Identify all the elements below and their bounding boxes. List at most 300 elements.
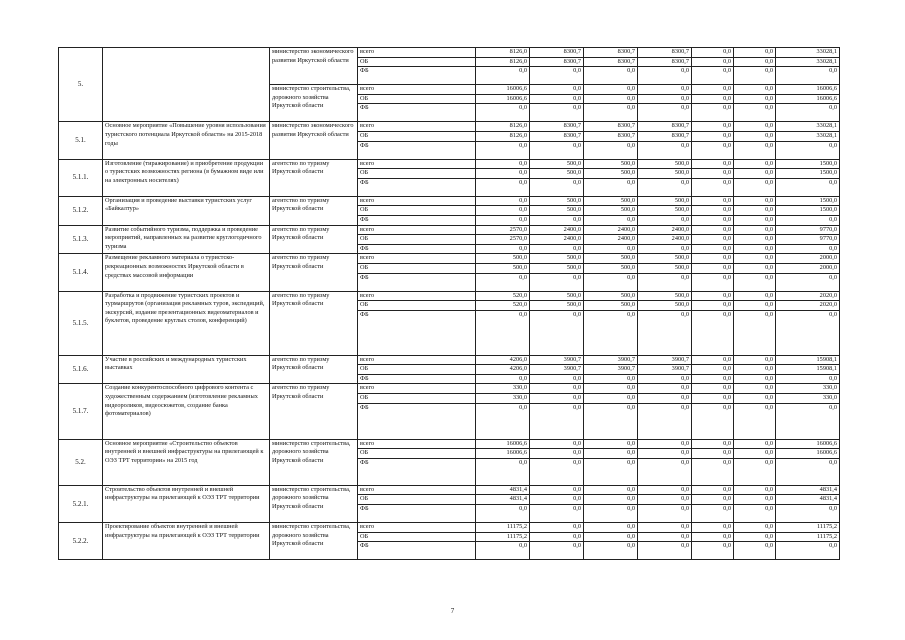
amount-cell: 0,0 xyxy=(584,310,638,355)
responsible-executor: агентство по туризму Иркутской области xyxy=(270,196,358,225)
row-index: 5.2. xyxy=(59,439,103,485)
amount-cell: 1500,0 xyxy=(776,206,840,216)
amount-cell: 0,0 xyxy=(530,215,584,225)
measure-name: Создание конкурентоспособного цифрового контента с художественным содержанием (изготовление рекламных видеороликов, видеосюжетов, создание банка фотоматериалов) xyxy=(103,384,270,439)
amount-cell: 2000,0 xyxy=(776,254,840,264)
amount-cell: 0,0 xyxy=(584,384,638,394)
table-row xyxy=(59,122,840,132)
amount-cell: 15908,1 xyxy=(776,355,840,365)
amount-cell: 500,0 xyxy=(638,196,692,206)
amount-cell: 0,0 xyxy=(638,542,692,560)
funding-source: ФБ xyxy=(358,215,476,225)
amount-cell: 500,0 xyxy=(530,254,584,264)
amount-cell: 0,0 xyxy=(638,439,692,449)
funding-source: ФБ xyxy=(358,505,476,523)
responsible-executor: агентство по туризму Иркутской области xyxy=(270,355,358,384)
amount-cell: 0,0 xyxy=(692,235,734,245)
amount-cell: 2020,0 xyxy=(776,291,840,301)
row-index: 5.2.2. xyxy=(59,523,103,560)
amount-cell: 0,0 xyxy=(638,273,692,291)
amount-cell: 0,0 xyxy=(530,394,584,404)
amount-cell: 8300,7 xyxy=(584,57,638,67)
budget-table xyxy=(58,47,840,560)
funding-source: ОБ xyxy=(358,235,476,245)
amount-cell: 0,0 xyxy=(638,458,692,485)
amount-cell: 0,0 xyxy=(692,141,734,159)
responsible-executor: министерство строительства, дорожного хозяйства Иркутской области xyxy=(270,439,358,485)
amount-cell: 500,0 xyxy=(638,169,692,179)
amount-cell: 0,0 xyxy=(476,206,530,216)
amount-cell: 3900,7 xyxy=(530,355,584,365)
amount-cell: 0,0 xyxy=(692,206,734,216)
amount-cell: 0,0 xyxy=(734,301,776,311)
amount-cell: 0,0 xyxy=(692,178,734,196)
amount-cell: 0,0 xyxy=(692,104,734,122)
amount-cell: 2400,0 xyxy=(530,235,584,245)
amount-cell: 0,0 xyxy=(734,542,776,560)
row-index: 5.1.6. xyxy=(59,355,103,384)
funding-source: всего xyxy=(358,384,476,394)
amount-cell: 9770,0 xyxy=(776,235,840,245)
row-index: 5.1.1. xyxy=(59,159,103,196)
amount-cell: 0,0 xyxy=(692,225,734,235)
amount-cell: 0,0 xyxy=(734,122,776,132)
amount-cell: 0,0 xyxy=(476,505,530,523)
amount-cell: 500,0 xyxy=(530,301,584,311)
amount-cell: 0,0 xyxy=(530,495,584,505)
amount-cell: 0,0 xyxy=(530,449,584,459)
amount-cell: 520,0 xyxy=(476,301,530,311)
amount-cell: 0,0 xyxy=(776,310,840,355)
funding-source: всего xyxy=(358,122,476,132)
amount-cell: 0,0 xyxy=(692,215,734,225)
amount-cell: 0,0 xyxy=(776,244,840,254)
amount-cell: 0,0 xyxy=(734,141,776,159)
amount-cell: 0,0 xyxy=(692,48,734,58)
funding-source: всего xyxy=(358,254,476,264)
amount-cell: 2020,0 xyxy=(776,301,840,311)
amount-cell: 0,0 xyxy=(692,254,734,264)
table-row xyxy=(59,48,840,58)
amount-cell: 8300,7 xyxy=(584,131,638,141)
amount-cell: 4831,4 xyxy=(776,485,840,495)
funding-source: ФБ xyxy=(358,458,476,485)
amount-cell: 0,0 xyxy=(734,67,776,85)
funding-source: ОБ xyxy=(358,169,476,179)
amount-cell: 0,0 xyxy=(692,244,734,254)
amount-cell: 0,0 xyxy=(530,403,584,439)
funding-source: ОБ xyxy=(358,394,476,404)
amount-cell: 33028,1 xyxy=(776,122,840,132)
amount-cell: 8300,7 xyxy=(638,57,692,67)
amount-cell: 3900,7 xyxy=(530,365,584,375)
amount-cell: 1500,0 xyxy=(776,159,840,169)
amount-cell: 0,0 xyxy=(734,48,776,58)
amount-cell: 0,0 xyxy=(530,485,584,495)
measure-name: Размещение рекламного материала о туристско-рекреационных возможностях Иркутской области в средствах массовой информации xyxy=(103,254,270,291)
amount-cell: 0,0 xyxy=(584,403,638,439)
amount-cell: 330,0 xyxy=(776,384,840,394)
amount-cell: 0,0 xyxy=(692,263,734,273)
amount-cell: 11175,2 xyxy=(476,523,530,533)
amount-cell: 0,0 xyxy=(734,310,776,355)
amount-cell: 0,0 xyxy=(692,374,734,384)
amount-cell: 500,0 xyxy=(530,159,584,169)
funding-source: ФБ xyxy=(358,542,476,560)
amount-cell: 0,0 xyxy=(692,532,734,542)
amount-cell: 0,0 xyxy=(584,458,638,485)
amount-cell: 0,0 xyxy=(530,141,584,159)
table-row xyxy=(59,225,840,235)
amount-cell: 500,0 xyxy=(530,206,584,216)
amount-cell: 0,0 xyxy=(734,523,776,533)
funding-source: ФБ xyxy=(358,273,476,291)
table-row xyxy=(59,523,840,533)
amount-cell: 0,0 xyxy=(692,505,734,523)
amount-cell: 0,0 xyxy=(638,85,692,95)
amount-cell: 500,0 xyxy=(584,291,638,301)
amount-cell: 16006,6 xyxy=(776,85,840,95)
amount-cell: 0,0 xyxy=(734,235,776,245)
amount-cell: 8300,7 xyxy=(638,48,692,58)
amount-cell: 0,0 xyxy=(734,131,776,141)
amount-cell: 2400,0 xyxy=(530,225,584,235)
amount-cell: 0,0 xyxy=(584,505,638,523)
amount-cell: 0,0 xyxy=(692,67,734,85)
amount-cell: 0,0 xyxy=(530,523,584,533)
amount-cell: 8300,7 xyxy=(584,48,638,58)
responsible-executor: агентство по туризму Иркутской области xyxy=(270,159,358,196)
amount-cell: 4831,4 xyxy=(476,495,530,505)
amount-cell: 0,0 xyxy=(530,458,584,485)
row-index: 5. xyxy=(59,48,103,122)
amount-cell: 0,0 xyxy=(476,215,530,225)
amount-cell: 0,0 xyxy=(692,439,734,449)
amount-cell: 0,0 xyxy=(476,458,530,485)
funding-source: всего xyxy=(358,291,476,301)
amount-cell: 0,0 xyxy=(776,505,840,523)
amount-cell: 2570,0 xyxy=(476,225,530,235)
amount-cell: 0,0 xyxy=(584,141,638,159)
funding-source: ФБ xyxy=(358,374,476,384)
amount-cell: 0,0 xyxy=(734,449,776,459)
funding-source: всего xyxy=(358,355,476,365)
amount-cell: 3900,7 xyxy=(638,365,692,375)
amount-cell: 0,0 xyxy=(692,301,734,311)
amount-cell: 0,0 xyxy=(530,310,584,355)
amount-cell: 0,0 xyxy=(638,374,692,384)
measure-name: Проектирование объектов внутренней и внешней инфраструктуры на прилегающей к ОЭЗ ТРТ территории xyxy=(103,523,270,560)
amount-cell: 16006,6 xyxy=(776,94,840,104)
amount-cell: 0,0 xyxy=(692,485,734,495)
amount-cell: 11175,2 xyxy=(776,532,840,542)
funding-source: всего xyxy=(358,85,476,95)
amount-cell: 500,0 xyxy=(638,291,692,301)
page-number: 7 xyxy=(450,607,455,615)
funding-source: ФБ xyxy=(358,403,476,439)
amount-cell: 4831,4 xyxy=(776,495,840,505)
funding-source: ОБ xyxy=(358,495,476,505)
amount-cell: 2400,0 xyxy=(638,235,692,245)
amount-cell: 2400,0 xyxy=(638,225,692,235)
amount-cell: 0,0 xyxy=(530,178,584,196)
amount-cell: 0,0 xyxy=(530,384,584,394)
responsible-executor: агентство по туризму Иркутской области xyxy=(270,384,358,439)
amount-cell: 0,0 xyxy=(476,310,530,355)
funding-source: ОБ xyxy=(358,449,476,459)
amount-cell: 16006,6 xyxy=(476,449,530,459)
amount-cell: 8126,0 xyxy=(476,57,530,67)
budget-table-body xyxy=(59,48,840,560)
amount-cell: 9770,0 xyxy=(776,225,840,235)
amount-cell: 8300,7 xyxy=(530,122,584,132)
amount-cell: 0,0 xyxy=(734,169,776,179)
amount-cell: 0,0 xyxy=(734,374,776,384)
amount-cell: 0,0 xyxy=(638,94,692,104)
amount-cell: 0,0 xyxy=(530,94,584,104)
row-index: 5.1.4. xyxy=(59,254,103,291)
amount-cell: 0,0 xyxy=(584,495,638,505)
funding-source: ФБ xyxy=(358,178,476,196)
row-index: 5.1.3. xyxy=(59,225,103,254)
measure-name: Разработка и продвижение туристских проектов и турмаршрутов (организация рекламных туров, экспедиций, экскурсий, издание презентационных видеоматериалов и буклетов, проведение круглых столов, конференций) xyxy=(103,291,270,355)
amount-cell: 0,0 xyxy=(692,542,734,560)
amount-cell: 16006,6 xyxy=(776,449,840,459)
amount-cell: 500,0 xyxy=(638,159,692,169)
amount-cell: 0,0 xyxy=(734,495,776,505)
amount-cell: 0,0 xyxy=(584,215,638,225)
amount-cell: 0,0 xyxy=(530,374,584,384)
amount-cell: 0,0 xyxy=(584,178,638,196)
amount-cell: 0,0 xyxy=(734,225,776,235)
amount-cell: 0,0 xyxy=(584,449,638,459)
amount-cell: 0,0 xyxy=(530,439,584,449)
amount-cell: 3900,7 xyxy=(584,365,638,375)
amount-cell: 4831,4 xyxy=(476,485,530,495)
amount-cell: 8300,7 xyxy=(584,122,638,132)
table-row xyxy=(59,384,840,394)
amount-cell: 0,0 xyxy=(776,403,840,439)
table-row xyxy=(59,439,840,449)
amount-cell: 500,0 xyxy=(530,169,584,179)
amount-cell: 500,0 xyxy=(638,254,692,264)
document-sheet xyxy=(58,47,839,560)
amount-cell: 0,0 xyxy=(776,215,840,225)
amount-cell: 0,0 xyxy=(734,384,776,394)
amount-cell: 0,0 xyxy=(734,365,776,375)
amount-cell: 3900,7 xyxy=(638,355,692,365)
amount-cell: 33028,1 xyxy=(776,57,840,67)
amount-cell: 0,0 xyxy=(530,505,584,523)
amount-cell: 0,0 xyxy=(530,532,584,542)
amount-cell: 8300,7 xyxy=(638,131,692,141)
amount-cell: 0,0 xyxy=(692,273,734,291)
amount-cell: 500,0 xyxy=(476,263,530,273)
amount-cell: 8300,7 xyxy=(530,57,584,67)
funding-source: ОБ xyxy=(358,206,476,216)
amount-cell: 0,0 xyxy=(638,384,692,394)
amount-cell: 0,0 xyxy=(476,169,530,179)
responsible-executor: министерство экономического развития Иркутской области xyxy=(270,48,358,85)
amount-cell: 2570,0 xyxy=(476,235,530,245)
funding-source: ОБ xyxy=(358,365,476,375)
funding-source: всего xyxy=(358,196,476,206)
amount-cell: 0,0 xyxy=(476,244,530,254)
amount-cell: 0,0 xyxy=(584,85,638,95)
table-row xyxy=(59,159,840,169)
amount-cell: 0,0 xyxy=(476,67,530,85)
amount-cell: 0,0 xyxy=(692,495,734,505)
funding-source: ФБ xyxy=(358,244,476,254)
amount-cell: 0,0 xyxy=(692,94,734,104)
amount-cell: 0,0 xyxy=(734,244,776,254)
amount-cell: 330,0 xyxy=(476,384,530,394)
measure-name: Изготовление (тиражирование) и приобретение продукции о туристских возможностях региона (в бумажном виде или на электронных носителях) xyxy=(103,159,270,196)
amount-cell: 0,0 xyxy=(734,273,776,291)
amount-cell: 0,0 xyxy=(776,458,840,485)
amount-cell: 0,0 xyxy=(638,394,692,404)
amount-cell: 0,0 xyxy=(692,403,734,439)
measure-name: Основное мероприятие «Строительство объектов внутренней и внешней инфраструктуры на прилегающей к ОЭЗ ТРТ территории» на 2015 год xyxy=(103,439,270,485)
amount-cell: 0,0 xyxy=(776,104,840,122)
amount-cell: 500,0 xyxy=(530,196,584,206)
amount-cell: 0,0 xyxy=(692,85,734,95)
amount-cell: 0,0 xyxy=(692,449,734,459)
amount-cell: 0,0 xyxy=(734,57,776,67)
row-index: 5.1.7. xyxy=(59,384,103,439)
amount-cell: 0,0 xyxy=(476,178,530,196)
amount-cell: 330,0 xyxy=(776,394,840,404)
amount-cell: 0,0 xyxy=(638,215,692,225)
amount-cell: 0,0 xyxy=(638,104,692,122)
funding-source: ФБ xyxy=(358,310,476,355)
amount-cell: 0,0 xyxy=(692,384,734,394)
amount-cell: 0,0 xyxy=(638,178,692,196)
amount-cell: 0,0 xyxy=(692,159,734,169)
amount-cell: 500,0 xyxy=(530,291,584,301)
amount-cell: 500,0 xyxy=(584,196,638,206)
amount-cell: 0,0 xyxy=(734,532,776,542)
amount-cell: 0,0 xyxy=(476,403,530,439)
amount-cell: 0,0 xyxy=(584,439,638,449)
amount-cell: 0,0 xyxy=(476,104,530,122)
funding-source: ОБ xyxy=(358,301,476,311)
amount-cell: 0,0 xyxy=(734,215,776,225)
amount-cell: 0,0 xyxy=(692,394,734,404)
funding-source: всего xyxy=(358,523,476,533)
funding-source: ФБ xyxy=(358,141,476,159)
amount-cell: 500,0 xyxy=(638,301,692,311)
amount-cell: 0,0 xyxy=(584,244,638,254)
amount-cell: 0,0 xyxy=(584,542,638,560)
funding-source: всего xyxy=(358,159,476,169)
amount-cell: 500,0 xyxy=(584,301,638,311)
amount-cell: 0,0 xyxy=(734,355,776,365)
responsible-executor: министерство строительства, дорожного хозяйства Иркутской области xyxy=(270,485,358,522)
responsible-executor: агентство по туризму Иркутской области xyxy=(270,225,358,254)
amount-cell: 0,0 xyxy=(734,196,776,206)
funding-source: ОБ xyxy=(358,94,476,104)
amount-cell: 0,0 xyxy=(584,67,638,85)
funding-source: ОБ xyxy=(358,263,476,273)
amount-cell: 0,0 xyxy=(584,485,638,495)
amount-cell: 0,0 xyxy=(734,439,776,449)
amount-cell: 2400,0 xyxy=(584,235,638,245)
amount-cell: 500,0 xyxy=(584,159,638,169)
responsible-executor: агентство по туризму Иркутской области xyxy=(270,254,358,291)
amount-cell: 0,0 xyxy=(638,532,692,542)
amount-cell: 0,0 xyxy=(734,104,776,122)
amount-cell: 0,0 xyxy=(734,206,776,216)
amount-cell: 0,0 xyxy=(476,141,530,159)
amount-cell: 0,0 xyxy=(638,505,692,523)
amount-cell: 0,0 xyxy=(476,159,530,169)
amount-cell: 11175,2 xyxy=(776,523,840,533)
funding-source: всего xyxy=(358,48,476,58)
amount-cell: 0,0 xyxy=(776,67,840,85)
amount-cell: 0,0 xyxy=(776,542,840,560)
responsible-executor: министерство экономического развития Иркутской области xyxy=(270,122,358,159)
amount-cell: 0,0 xyxy=(638,523,692,533)
amount-cell: 0,0 xyxy=(584,394,638,404)
amount-cell: 0,0 xyxy=(476,196,530,206)
amount-cell: 8126,0 xyxy=(476,122,530,132)
measure-name: Участие в российских и международных туристских выставках xyxy=(103,355,270,384)
amount-cell: 0,0 xyxy=(734,94,776,104)
amount-cell: 16006,6 xyxy=(476,85,530,95)
amount-cell: 0,0 xyxy=(692,131,734,141)
amount-cell: 0,0 xyxy=(692,355,734,365)
table-row xyxy=(59,355,840,365)
amount-cell: 0,0 xyxy=(530,67,584,85)
amount-cell: 500,0 xyxy=(530,263,584,273)
amount-cell: 0,0 xyxy=(776,178,840,196)
amount-cell: 0,0 xyxy=(638,310,692,355)
table-row xyxy=(59,291,840,301)
amount-cell: 0,0 xyxy=(692,57,734,67)
amount-cell: 0,0 xyxy=(638,67,692,85)
measure-name: Организация и проведение выставки туристских услуг «Байкалтур» xyxy=(103,196,270,225)
responsible-executor: агентство по туризму Иркутской области xyxy=(270,291,358,355)
funding-source: всего xyxy=(358,225,476,235)
amount-cell: 8126,0 xyxy=(476,131,530,141)
amount-cell: 2400,0 xyxy=(584,225,638,235)
amount-cell: 0,0 xyxy=(584,273,638,291)
funding-source: ОБ xyxy=(358,131,476,141)
amount-cell: 0,0 xyxy=(530,542,584,560)
funding-source: ОБ xyxy=(358,532,476,542)
amount-cell: 0,0 xyxy=(638,244,692,254)
amount-cell: 0,0 xyxy=(776,273,840,291)
funding-source: ОБ xyxy=(358,57,476,67)
amount-cell: 3900,7 xyxy=(584,355,638,365)
table-row xyxy=(59,196,840,206)
amount-cell: 11175,2 xyxy=(476,532,530,542)
amount-cell: 0,0 xyxy=(476,542,530,560)
amount-cell: 500,0 xyxy=(638,206,692,216)
amount-cell: 0,0 xyxy=(776,141,840,159)
amount-cell: 500,0 xyxy=(584,263,638,273)
measure-name: Развитие событийного туризма, поддержка и проведение мероприятий, направленных на развитие круглогодичного туризма xyxy=(103,225,270,254)
amount-cell: 0,0 xyxy=(734,485,776,495)
amount-cell: 8126,0 xyxy=(476,48,530,58)
responsible-executor: министерство строительства, дорожного хозяйства Иркутской области xyxy=(270,523,358,560)
amount-cell: 0,0 xyxy=(584,94,638,104)
amount-cell: 0,0 xyxy=(692,122,734,132)
amount-cell: 0,0 xyxy=(692,196,734,206)
amount-cell: 0,0 xyxy=(530,104,584,122)
amount-cell: 0,0 xyxy=(476,374,530,384)
